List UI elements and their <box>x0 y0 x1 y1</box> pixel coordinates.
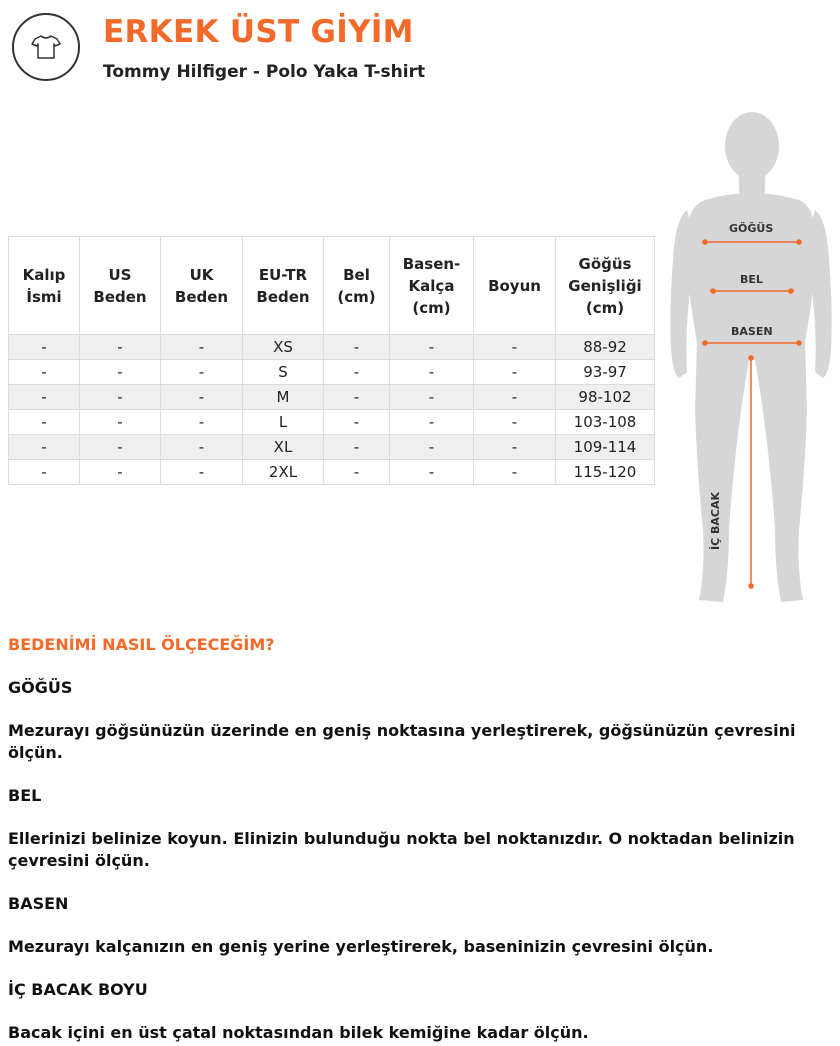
page-title: ERKEK ÜST GİYİM <box>103 14 414 50</box>
table-cell: 88-92 <box>556 335 655 360</box>
table-cell: 115-120 <box>556 460 655 485</box>
table-cell: - <box>324 385 390 410</box>
hip-label: BASEN <box>731 325 773 338</box>
table-cell: - <box>80 335 161 360</box>
table-cell: - <box>161 335 243 360</box>
chest-section-text: Mezurayı göğsünüzün üzerinde en geniş noktasına yerleştirerek, göğsünüzün çevresini ölçün. <box>8 721 796 762</box>
table-cell: - <box>474 335 556 360</box>
column-header: US Beden <box>80 237 161 335</box>
table-cell: XL <box>243 435 324 460</box>
table-cell: - <box>324 360 390 385</box>
table-cell: 103-108 <box>556 410 655 435</box>
table-cell: - <box>474 360 556 385</box>
table-cell: - <box>324 410 390 435</box>
table-row <box>9 410 655 435</box>
inseam-label: İÇ BACAK <box>709 491 722 550</box>
table-cell: - <box>80 410 161 435</box>
column-header: UK Beden <box>161 237 243 335</box>
table-row <box>9 360 655 385</box>
table-cell: - <box>80 360 161 385</box>
table-cell: - <box>474 385 556 410</box>
table-cell: - <box>80 385 161 410</box>
table-cell: - <box>474 410 556 435</box>
table-cell: - <box>9 335 80 360</box>
table-cell: - <box>9 385 80 410</box>
table-cell: - <box>80 460 161 485</box>
table-cell: - <box>390 460 474 485</box>
table-header-row <box>9 237 655 335</box>
body-measurement-figure <box>665 110 837 606</box>
table-cell: - <box>161 410 243 435</box>
column-header: Göğüs Genişliği (cm) <box>556 237 655 335</box>
table-cell: - <box>161 435 243 460</box>
table-cell: - <box>390 360 474 385</box>
table-cell: 93-97 <box>556 360 655 385</box>
table-row <box>9 435 655 460</box>
table-cell: - <box>161 360 243 385</box>
table-cell: - <box>80 435 161 460</box>
table-cell: - <box>390 385 474 410</box>
chest-label: GÖĞÜS <box>729 222 774 235</box>
table-cell: - <box>324 435 390 460</box>
table-row <box>9 460 655 485</box>
waist-section-text: Ellerinizi belinize koyun. Elinizin bulunduğu nokta bel noktanızdır. O noktadan belinizin çevresini ölçün. <box>8 829 795 870</box>
inseam-section-title: İÇ BACAK BOYU <box>8 980 148 999</box>
waist-section-title: BEL <box>8 786 42 805</box>
column-header: Basen-Kalça (cm) <box>390 237 474 335</box>
table-cell: S <box>243 360 324 385</box>
body-silhouette-icon <box>665 110 837 606</box>
column-header: Bel (cm) <box>324 237 390 335</box>
hip-section-text: Mezurayı kalçanızın en geniş yerine yerleştirerek, baseninizin çevresini ölçün. <box>8 937 714 956</box>
column-header: Boyun <box>474 237 556 335</box>
table-cell: 2XL <box>243 460 324 485</box>
table-row <box>9 335 655 360</box>
table-row <box>9 385 655 410</box>
measurement-guide <box>8 634 808 1044</box>
table-cell: - <box>9 360 80 385</box>
size-table <box>8 236 655 485</box>
column-header: Kalıp İsmi <box>9 237 80 335</box>
table-cell: - <box>390 410 474 435</box>
table-cell: 98-102 <box>556 385 655 410</box>
chest-section-title: GÖĞÜS <box>8 678 73 697</box>
table-cell: - <box>390 435 474 460</box>
table-cell: XS <box>243 335 324 360</box>
table-cell: - <box>324 460 390 485</box>
waist-label: BEL <box>740 273 763 286</box>
table-cell: - <box>161 385 243 410</box>
column-header: EU-TR Beden <box>243 237 324 335</box>
table-cell: - <box>9 410 80 435</box>
table-cell: - <box>474 460 556 485</box>
table-cell: L <box>243 410 324 435</box>
tshirt-icon <box>12 13 80 81</box>
table-cell: - <box>9 435 80 460</box>
table-cell: - <box>9 460 80 485</box>
guide-heading: BEDENİMİ NASIL ÖLÇECEĞİM? <box>8 635 275 654</box>
table-cell: - <box>390 335 474 360</box>
product-name: Tommy Hilfiger - Polo Yaka T-shirt <box>103 62 426 82</box>
hip-section-title: BASEN <box>8 894 69 913</box>
table-cell: M <box>243 385 324 410</box>
inseam-section-text: Bacak içini en üst çatal noktasından bilek kemiğine kadar ölçün. <box>8 1023 589 1042</box>
table-cell: - <box>324 335 390 360</box>
table-cell: - <box>161 460 243 485</box>
table-cell: - <box>474 435 556 460</box>
table-cell: 109-114 <box>556 435 655 460</box>
